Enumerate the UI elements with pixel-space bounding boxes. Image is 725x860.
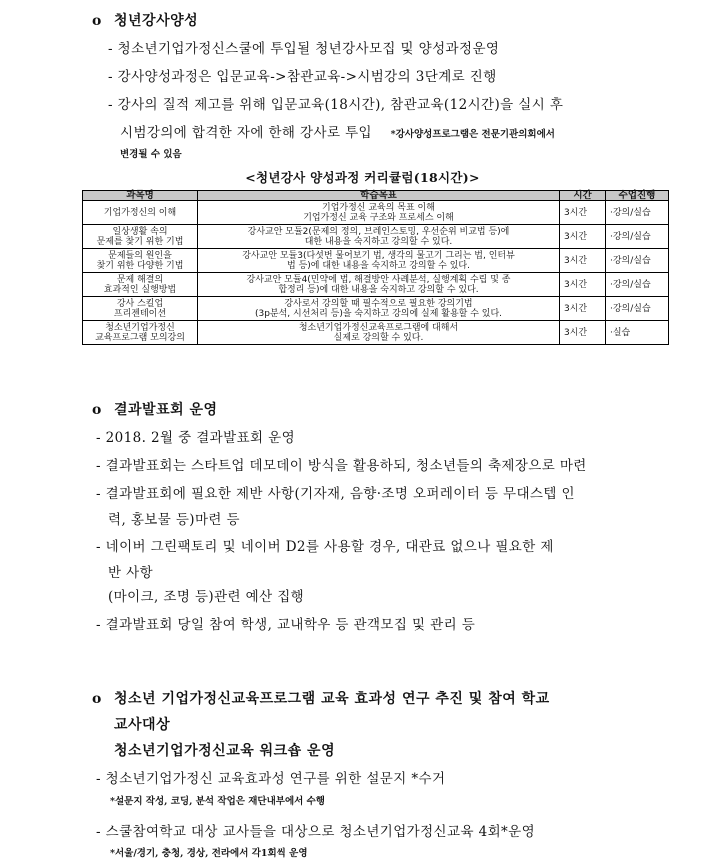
section-title-continuation: 교사대상 [114,717,171,733]
cell-line: 문제들의 원인을 [108,250,172,261]
bullet-item-continuation: 반 사항 [108,565,154,581]
footnote: *서울/경기, 충청, 경상, 전라에서 각1회씩 운영 [110,848,308,859]
curriculum-table [82,190,669,345]
footnote: 변경될 수 있음 [120,149,182,160]
section-subtitle: 청소년기업가정신교육 워크숍 운영 [114,743,336,759]
section-title: 결과발표회 운영 [114,402,218,418]
bullet-item: - 강사의 질적 제고를 위해 입문교육(18시간), 참관교육(12시간)을 실시 후 [108,97,564,113]
cell-line: 강사로서 강의할 때 필수적으로 필요한 강의기법 [284,298,473,309]
table-row [83,225,669,249]
table-cell-method: ·강의/실습 [606,297,669,321]
cell-line: 청소년기업가정신교육프로그램에 대해서 [298,322,459,333]
table-cell-time: 3시간 [560,249,606,273]
bullet-item-continuation: (마이크, 조명 등)관련 예산 집행 [108,589,305,605]
table-cell-method: ·강의/실습 [606,201,669,225]
cell-line: 청소년기업가정신 [105,322,175,333]
column-header: 학습목표 [198,191,560,201]
bullet-item-text: 시범강의에 합격한 자에 한해 강사로 투입 [120,125,372,141]
table-cell-method: ·강의/실습 [606,225,669,249]
table-caption: <청년강사 양성과정 커리큘럼(18시간)> [245,170,480,185]
column-header: 수업진행 [606,191,669,201]
cell-line: 기업가정신의 이해 [103,207,177,218]
table-cell-goal [198,273,560,297]
table-row [83,249,669,273]
cell-line: 강사 스킬업 [116,298,164,309]
section-bullet: o [92,691,102,707]
table-cell-subject [83,249,198,273]
table-cell-subject [83,273,198,297]
table-cell-goal [198,225,560,249]
cell-line: 강사교안 모듈4(민약에 법, 해결방안 사례분석, 실행계획 수립 및 종 [246,274,511,285]
cell-line: 대한 내용을 숙지하고 강의할 수 있다. [304,236,453,247]
cell-line: 강사교안 모듈3(다섯번 물어보기 법, 생각의 물고기 그리는 법, 인터뷰 [242,250,515,261]
section-bullet: o [92,13,102,29]
column-header: 시간 [560,191,606,201]
table-cell-subject [83,201,198,225]
bullet-item: - 네이버 그린팩토리 및 네이버 D2를 사용할 경우, 대관료 없으나 필요한 제 [96,539,554,555]
cell-line: 프리젠테이션 [113,308,167,319]
bullet-item: - 청소년기업가정신스쿨에 투입될 청년강사모집 및 양성과정운영 [108,41,500,57]
cell-line: 찾기 위한 다양한 기법 [96,260,184,271]
section-title: 청년강사양성 [114,13,199,29]
bullet-item: - 결과발표회는 스타트업 데모데이 방식을 활용하되, 청소년들의 축제장으로 마련 [96,458,587,474]
table-cell-method: ·실습 [606,321,669,345]
cell-line: 강사교안 모듈2(문제의 정의, 브레인스토밍, 우선순위 비교법 등)에 [247,226,510,237]
table-cell-time: 3시간 [560,297,606,321]
cell-line: 기업가정신 교육의 목표 이해 [322,202,435,213]
bullet-item: - 스쿨참여학교 대상 교사들을 대상으로 청소년기업가정신교육 4회*운영 [96,824,536,840]
cell-line: 기업가정신 교육 구조와 프로세스 이해 [303,212,454,223]
table-cell-method: ·강의/실습 [606,249,669,273]
table-cell-subject [83,225,198,249]
table-cell-time: 3시간 [560,201,606,225]
section-heading-results-presentation [92,399,218,419]
cell-line: 효과적인 실행방법 [103,284,177,295]
footnote: *강사양성프로그램은 전문기관의회에서 [390,129,555,140]
cell-line: 합정리 등)에 대한 내용을 숙지하고 강의할 수 있다. [278,284,479,295]
bullet-item-continuation: 력, 홍보물 등)마련 등 [108,512,240,528]
table-header-row [83,191,669,201]
cell-line: 일상생활 속의 [112,226,168,237]
table-body [83,201,669,345]
table-row [83,321,669,345]
table-cell-time: 3시간 [560,273,606,297]
bullet-item: - 결과발표회 당일 참여 학생, 교내학우 등 관객모집 및 관리 등 [96,617,476,633]
bullet-item: - 강사양성과정은 입문교육->참관교육->시범강의 3단계로 진행 [108,69,497,85]
cell-line: 문제를 찾기 위한 기법 [96,236,184,247]
table-cell-goal [198,297,560,321]
cell-line: 문제 해결의 [116,274,164,285]
table-cell-goal [198,201,560,225]
bullet-item-continuation [120,121,555,141]
table-cell-time: 3시간 [560,225,606,249]
section-bullet: o [92,402,102,418]
table-cell-goal [198,249,560,273]
table-cell-subject [83,297,198,321]
table-cell-goal [198,321,560,345]
cell-line: 실제로 강의할 수 있다. [333,332,424,343]
table-cell-subject [83,321,198,345]
table-row [83,297,669,321]
section-heading-instructor-training [92,10,198,30]
table-row [83,201,669,225]
section-heading-effectiveness-study [92,688,550,708]
bullet-item: - 청소년기업가정신 교육효과성 연구를 위한 설문지 *수거 [96,771,446,787]
bullet-item: - 2018. 2월 중 결과발표회 운영 [96,430,296,446]
footnote: *설문지 작성, 코딩, 분석 작업은 재단내부에서 수행 [110,796,325,807]
bullet-item: - 결과발표회에 필요한 제반 사항(기자재, 음향·조명 오퍼레이터 등 무대스텝 인 [96,486,575,502]
cell-line: 교육프로그램 모의강의 [95,332,185,343]
table-row [83,273,669,297]
table-cell-time: 3시간 [560,321,606,345]
cell-line: (3p분석, 시선처리 등)을 숙지하고 강의에 실제 활용할 수 있다. [254,308,503,319]
column-header: 과목명 [83,191,198,201]
section-title: 청소년 기업가정신교육프로그램 교육 효과성 연구 추진 및 참여 학교 [114,691,550,707]
cell-line: 법 등)에 대한 내용을 숙지하고 강의할 수 있다. [287,260,470,271]
table-cell-method: ·강의/실습 [606,273,669,297]
